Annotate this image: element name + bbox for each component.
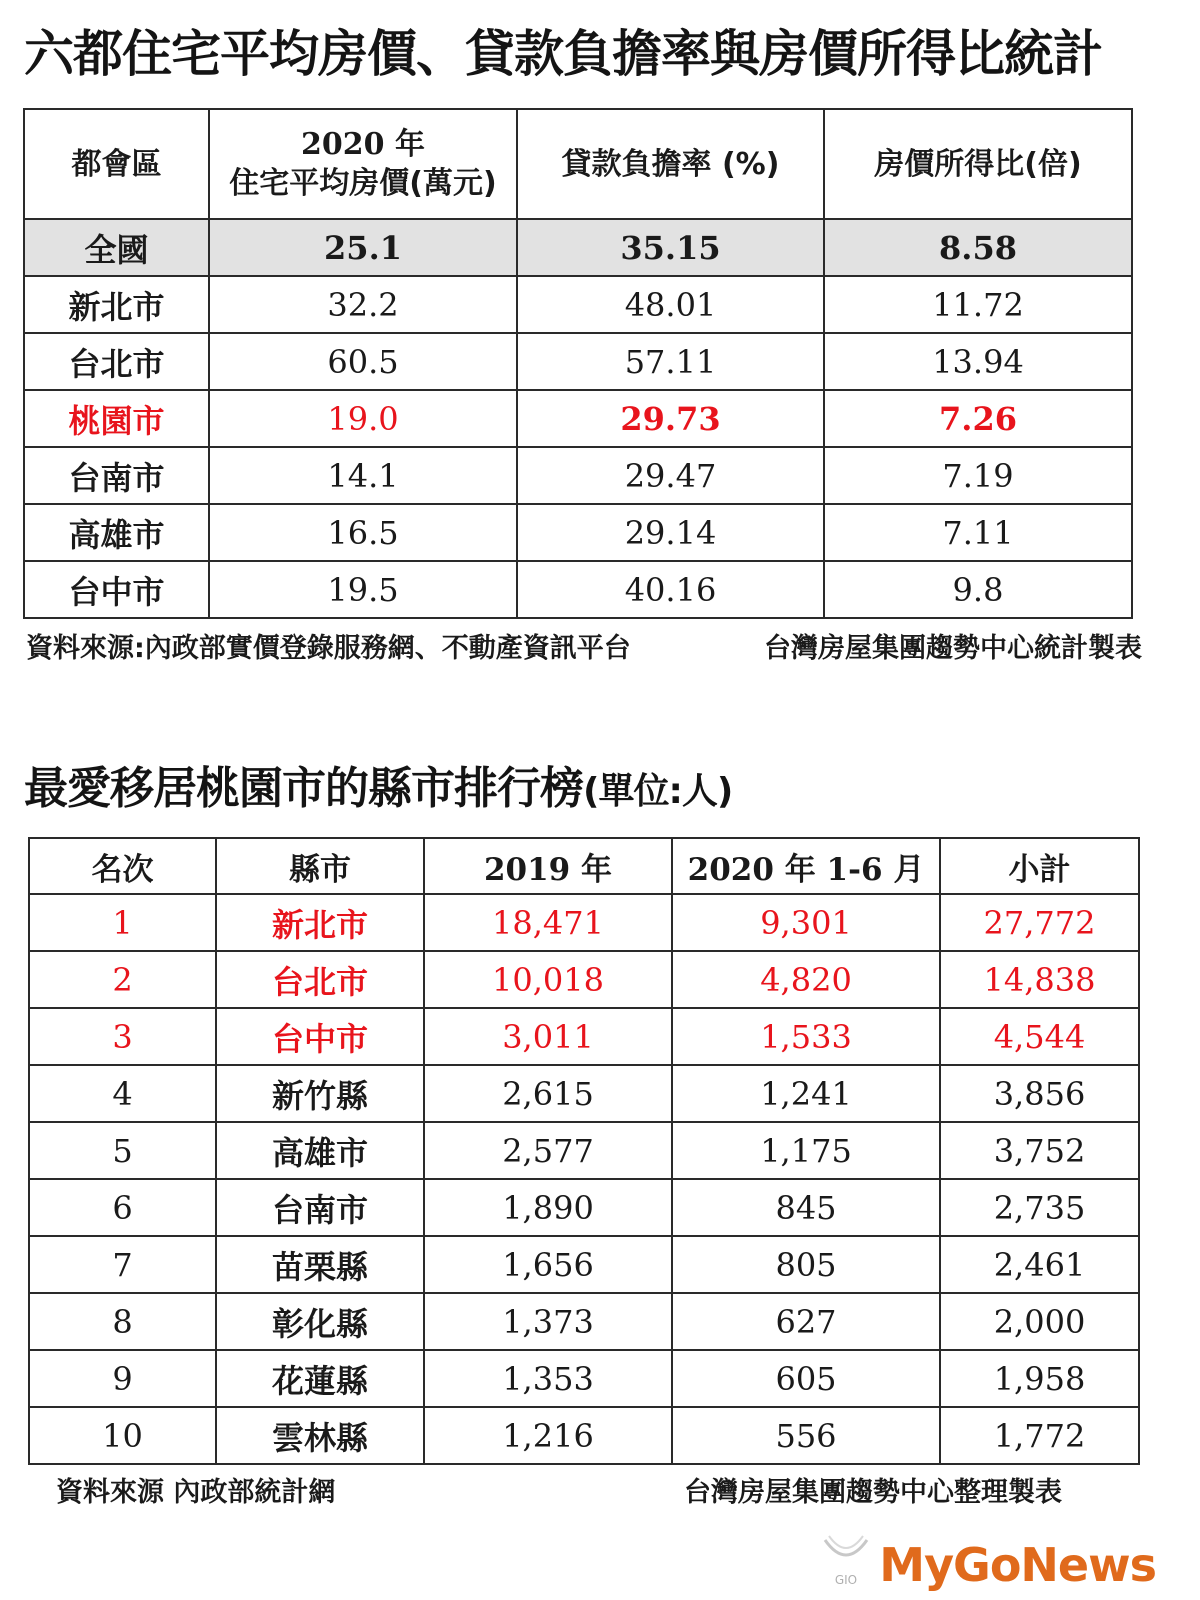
cell-2020: 627 <box>672 1293 940 1350</box>
cell-burden: 40.16 <box>517 561 824 618</box>
cell-ratio: 13.94 <box>824 333 1132 390</box>
table1-row <box>24 504 1132 561</box>
table2-title-main: 最愛移居桃園市的縣市排行榜 <box>24 763 583 814</box>
table2-row <box>29 1179 1139 1236</box>
table2-row <box>29 1293 1139 1350</box>
cell-2020: 845 <box>672 1179 940 1236</box>
gio-logo-text: GIO <box>835 1573 858 1587</box>
cell-city: 高雄市 <box>216 1122 424 1179</box>
cell-city: 台中市 <box>216 1008 424 1065</box>
cell-total: 4,544 <box>940 1008 1139 1065</box>
cell-price: 60.5 <box>209 333 517 390</box>
table1-row <box>24 561 1132 618</box>
table2-row <box>29 894 1139 951</box>
cell-2020: 1,533 <box>672 1008 940 1065</box>
col-header-price-label: 住宅平均房價(萬元) <box>229 166 497 201</box>
cell-burden: 29.47 <box>517 447 824 504</box>
cell-rank: 10 <box>29 1407 216 1464</box>
table2-title-unit: (單位:人) <box>583 771 733 812</box>
cell-rank: 7 <box>29 1236 216 1293</box>
cell-rank: 9 <box>29 1350 216 1407</box>
cell-total: 2,461 <box>940 1236 1139 1293</box>
table2-maker: 台灣房屋集團趨勢中心整理製表 <box>684 1477 1062 1508</box>
cell-burden: 29.14 <box>517 504 824 561</box>
cell-burden: 29.73 <box>517 390 824 447</box>
cell-city: 雲林縣 <box>216 1407 424 1464</box>
cell-total: 1,958 <box>940 1350 1139 1407</box>
cell-2020: 4,820 <box>672 951 940 1008</box>
table2-row <box>29 951 1139 1008</box>
col-header-area: 都會區 <box>24 109 209 219</box>
migration-ranking-table <box>28 837 1140 1465</box>
cell-2019: 1,216 <box>424 1407 672 1464</box>
table1-header-row <box>24 109 1132 219</box>
cell-rank: 4 <box>29 1065 216 1122</box>
cell-rank: 1 <box>29 894 216 951</box>
table2-row <box>29 1236 1139 1293</box>
col-header-burden: 貸款負擔率 (%) <box>517 109 824 219</box>
cell-rank: 6 <box>29 1179 216 1236</box>
cell-2020: 1,175 <box>672 1122 940 1179</box>
col-header-price-year: 2020 年 <box>301 127 425 162</box>
cell-city: 彰化縣 <box>216 1293 424 1350</box>
table2-row <box>29 1008 1139 1065</box>
cell-total: 1,772 <box>940 1407 1139 1464</box>
cell-2020: 605 <box>672 1350 940 1407</box>
cell-2019: 2,577 <box>424 1122 672 1179</box>
cell-rank: 5 <box>29 1122 216 1179</box>
cell-2019: 1,656 <box>424 1236 672 1293</box>
cell-ratio: 7.11 <box>824 504 1132 561</box>
table1-source: 資料來源:內政部實價登錄服務網、不動產資訊平台 <box>26 633 631 664</box>
cell-total: 3,856 <box>940 1065 1139 1122</box>
cell-total: 3,752 <box>940 1122 1139 1179</box>
cell-2019: 3,011 <box>424 1008 672 1065</box>
col-header-city: 縣市 <box>216 838 424 894</box>
cell-price: 19.0 <box>209 390 517 447</box>
cell-area: 新北市 <box>24 276 209 333</box>
table1-title: 六都住宅平均房價、貸款負擔率與房價所得比統計 <box>24 25 1102 83</box>
mygonews-watermark <box>819 1530 1156 1592</box>
table1-row <box>24 219 1132 276</box>
cell-rank: 2 <box>29 951 216 1008</box>
cell-city: 花蓮縣 <box>216 1350 424 1407</box>
cell-2019: 1,890 <box>424 1179 672 1236</box>
cell-area: 全國 <box>24 219 209 276</box>
cell-2020: 1,241 <box>672 1065 940 1122</box>
cell-city: 台北市 <box>216 951 424 1008</box>
col-header-2020: 2020 年 1-6 月 <box>672 838 940 894</box>
cell-area: 桃園市 <box>24 390 209 447</box>
cell-total: 14,838 <box>940 951 1139 1008</box>
table1-row <box>24 447 1132 504</box>
cell-city: 新北市 <box>216 894 424 951</box>
cell-total: 27,772 <box>940 894 1139 951</box>
cell-area: 台中市 <box>24 561 209 618</box>
cell-burden: 57.11 <box>517 333 824 390</box>
col-header-2019: 2019 年 <box>424 838 672 894</box>
cell-ratio: 11.72 <box>824 276 1132 333</box>
cell-2019: 2,615 <box>424 1065 672 1122</box>
cell-total: 2,735 <box>940 1179 1139 1236</box>
table1-row <box>24 276 1132 333</box>
table1-row <box>24 333 1132 390</box>
table2-row <box>29 1350 1139 1407</box>
cell-area: 高雄市 <box>24 504 209 561</box>
cell-total: 2,000 <box>940 1293 1139 1350</box>
cell-price: 14.1 <box>209 447 517 504</box>
col-header-ratio: 房價所得比(倍) <box>824 109 1132 219</box>
table2-row <box>29 1407 1139 1464</box>
cell-price: 25.1 <box>209 219 517 276</box>
housing-stats-table <box>23 108 1133 619</box>
cell-2020: 805 <box>672 1236 940 1293</box>
cell-price: 32.2 <box>209 276 517 333</box>
cell-price: 19.5 <box>209 561 517 618</box>
cell-ratio: 7.26 <box>824 390 1132 447</box>
cell-ratio: 9.8 <box>824 561 1132 618</box>
cell-ratio: 7.19 <box>824 447 1132 504</box>
col-header-price <box>209 109 517 219</box>
col-header-total: 小計 <box>940 838 1139 894</box>
cell-burden: 35.15 <box>517 219 824 276</box>
cell-2020: 9,301 <box>672 894 940 951</box>
cell-area: 台南市 <box>24 447 209 504</box>
cell-rank: 8 <box>29 1293 216 1350</box>
cell-city: 新竹縣 <box>216 1065 424 1122</box>
cell-area: 台北市 <box>24 333 209 390</box>
cell-burden: 48.01 <box>517 276 824 333</box>
cell-city: 苗栗縣 <box>216 1236 424 1293</box>
mygonews-logo-text: MyGoNews <box>879 1538 1156 1592</box>
cell-city: 台南市 <box>216 1179 424 1236</box>
cell-rank: 3 <box>29 1008 216 1065</box>
table2-row <box>29 1065 1139 1122</box>
cell-2019: 1,373 <box>424 1293 672 1350</box>
table1-row <box>24 390 1132 447</box>
cell-2019: 10,018 <box>424 951 672 1008</box>
table2-row <box>29 1122 1139 1179</box>
cell-price: 16.5 <box>209 504 517 561</box>
table2-title <box>24 752 732 816</box>
gio-logo-icon <box>819 1530 873 1588</box>
col-header-rank: 名次 <box>29 838 216 894</box>
cell-2019: 1,353 <box>424 1350 672 1407</box>
cell-2020: 556 <box>672 1407 940 1464</box>
table2-source: 資料來源 內政部統計網 <box>56 1477 336 1508</box>
cell-ratio: 8.58 <box>824 219 1132 276</box>
table2-header-row <box>29 838 1139 894</box>
table1-maker: 台灣房屋集團趨勢中心統計製表 <box>764 633 1142 664</box>
cell-2019: 18,471 <box>424 894 672 951</box>
